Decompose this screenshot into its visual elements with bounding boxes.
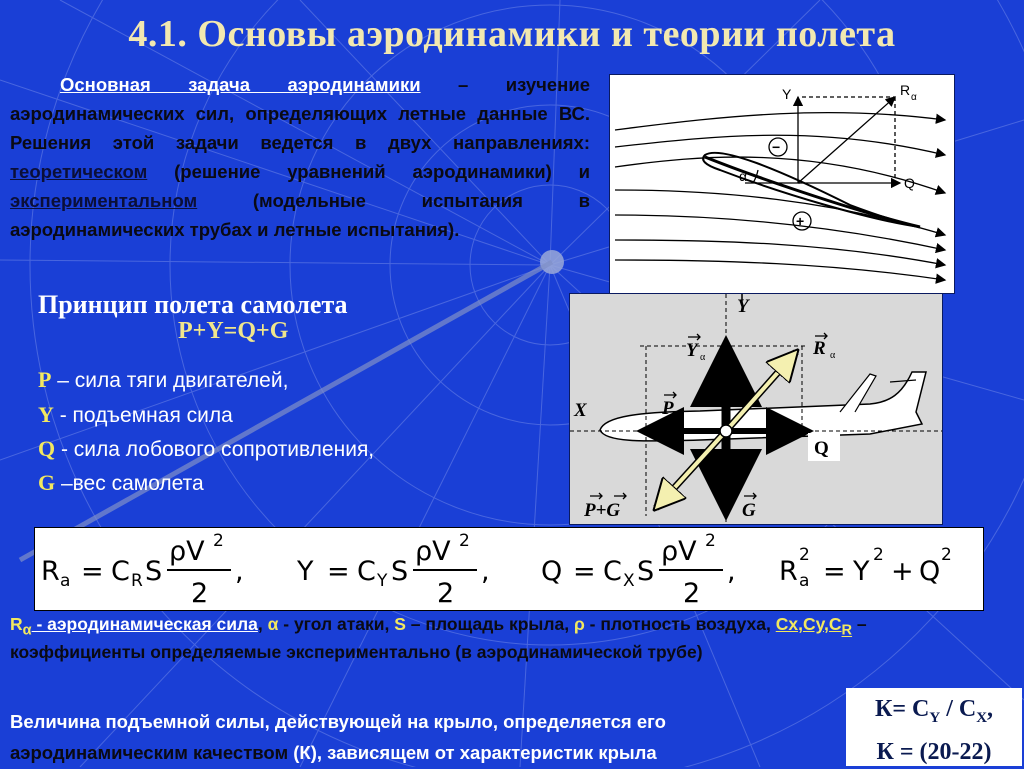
y-num: ρV xyxy=(415,536,451,567)
note-comma: , xyxy=(257,614,268,634)
plane-label-q: Q xyxy=(814,438,829,459)
intro-term-theory: теоретическом xyxy=(10,161,148,182)
y-equals: = xyxy=(327,556,350,587)
plane-label-y: Y xyxy=(737,296,749,317)
definition-symbol: P xyxy=(38,367,52,392)
bottom-line-1: Величина подъемной силы, действующей на крыло, определяется его xyxy=(10,711,666,732)
q-equals: = xyxy=(573,556,596,587)
definition-y xyxy=(38,402,233,428)
q-coef: C xyxy=(603,556,622,587)
flow-label-r: R xyxy=(900,82,911,98)
airplane-forces-figure xyxy=(569,293,943,525)
sum-equals: = xyxy=(823,556,846,587)
flow-label-q: Q xyxy=(904,175,915,191)
note-r-sub: α xyxy=(22,622,32,639)
bottom-term: аэродинамическим качеством xyxy=(10,742,289,763)
principle-title: Принцип полета самолета xyxy=(38,290,348,319)
y-den: 2 xyxy=(437,578,455,609)
q-coef-sub: X xyxy=(623,571,635,591)
svg-text:R xyxy=(41,556,60,587)
ra-tail: , xyxy=(235,556,244,587)
k-part-c: , xyxy=(987,696,994,722)
plane-label-ya-sub: α xyxy=(700,352,706,363)
intro-term-experiment: экспериментальном xyxy=(10,190,198,211)
ra-num: ρV xyxy=(169,536,205,567)
ra-equals: = xyxy=(81,556,104,587)
definition-symbol: G xyxy=(38,470,56,495)
definition-g xyxy=(38,470,204,496)
note-s-symbol: S xyxy=(394,614,406,634)
definition-symbol: Q xyxy=(38,436,56,461)
definition-symbol: Y xyxy=(38,402,54,427)
ra-lhs-sub: a xyxy=(60,571,71,591)
ra-coef: C xyxy=(111,556,130,587)
q-s: S xyxy=(637,556,655,587)
ra-coef-sub: R xyxy=(131,571,143,591)
slide-title: 4.1. Основы аэродинамики и теории полета xyxy=(128,13,896,55)
note-alpha-symbol: α xyxy=(267,614,279,634)
definition-text: - сила лобового сопротивления, xyxy=(55,438,375,461)
flow-label-r-sub: α xyxy=(911,92,917,103)
y-num-sup: 2 xyxy=(459,531,470,551)
y-coef-sub: Y xyxy=(377,571,388,591)
ra-num-sup: 2 xyxy=(213,531,224,551)
definition-q xyxy=(38,436,374,462)
airfoil-flow-figure xyxy=(609,74,955,294)
formula-equations xyxy=(35,528,983,610)
intro-text-3: (модельные испытания в аэродинамических трубах и летные испытания). xyxy=(10,190,590,240)
note-coef-list: Cx,Cy,C xyxy=(775,614,842,634)
intro-paragraph xyxy=(10,70,590,244)
q-num: ρV xyxy=(661,536,697,567)
intro-dash: – xyxy=(420,74,506,95)
definition-text: – сила тяги двигателей, xyxy=(51,369,289,392)
plane-label-ya: Y xyxy=(686,340,698,361)
y-lhs: Y xyxy=(297,556,314,587)
definition-p xyxy=(38,367,288,393)
k-formula xyxy=(846,692,1022,735)
y-tail: , xyxy=(481,556,490,587)
airplane-forces-diagram xyxy=(570,294,942,524)
y-s: S xyxy=(391,556,409,587)
q-tail: , xyxy=(727,556,736,587)
principle-formula: P+Y=Q+G xyxy=(178,318,289,344)
k-sub-y: Y xyxy=(929,709,941,726)
bottom-line-2: (К), зависящем от характеристик крыла xyxy=(288,742,657,763)
flow-label-alpha: α xyxy=(739,168,748,184)
ra-den: 2 xyxy=(191,578,209,609)
flow-label-plus: + xyxy=(796,213,805,229)
intro-text-1: изучение аэродинамических сил, определяющих летные данные ВС. Решения этой задачи ведется в двух направлениях: xyxy=(10,74,590,153)
sum-rhs: Y xyxy=(853,556,870,587)
note-alpha-text: - угол атаки, xyxy=(278,614,395,634)
sum-lhs: R xyxy=(779,556,798,587)
note-r-symbol: R xyxy=(10,614,23,634)
q-lhs: Q xyxy=(541,556,563,587)
sum-rhs-sup: 2 xyxy=(873,545,884,565)
sum-lhs-sub: a xyxy=(799,571,810,591)
k-part-a: К= C xyxy=(874,696,930,722)
note-rho-symbol: ρ xyxy=(573,614,585,634)
q-num-sup: 2 xyxy=(705,531,716,551)
plane-label-p: P xyxy=(662,398,674,419)
y-coef: C xyxy=(357,556,376,587)
note-coef-sub: R xyxy=(841,622,853,639)
k-part-b: / C xyxy=(940,696,977,722)
formula-box xyxy=(34,527,984,611)
definition-text: –вес самолета xyxy=(55,472,204,495)
k-value: К = (20-22) xyxy=(876,738,992,765)
ra-lhs: R xyxy=(41,556,60,587)
sum-plus: + xyxy=(891,556,914,587)
note-r-text: - аэродинамическая сила xyxy=(31,614,258,634)
sum-lhs-sup: 2 xyxy=(799,545,810,565)
note-s-text: – площадь крыла, xyxy=(405,614,574,634)
intro-lead-term: Основная задача аэродинамики xyxy=(60,74,421,95)
plane-label-pg: P+G xyxy=(584,500,621,521)
k-quality-box xyxy=(846,688,1022,766)
note-rho-text: - плотность воздуха, xyxy=(584,614,776,634)
bottom-paragraph xyxy=(10,706,850,768)
note-rest: – коэффициенты определяемые экспериментально (в аэродинамической трубе) xyxy=(10,614,867,662)
plane-label-x: X xyxy=(574,400,587,421)
k-sub-x: X xyxy=(976,709,988,726)
ra-s: S xyxy=(145,556,163,587)
notes-paragraph xyxy=(10,614,970,663)
sum-rhs2: Q xyxy=(919,556,941,587)
intro-text-2: (решение уравнений аэродинамики) и xyxy=(147,161,590,182)
flow-label-minus: − xyxy=(772,139,781,155)
airfoil-flow-diagram xyxy=(610,75,954,293)
definition-text: - подъемная сила xyxy=(53,404,233,427)
plane-label-g: G xyxy=(742,500,756,521)
flow-label-y: Y xyxy=(782,86,792,102)
plane-label-ra-sub: α xyxy=(830,350,836,361)
sum-rhs2-sup: 2 xyxy=(941,545,952,565)
q-den: 2 xyxy=(683,578,701,609)
plane-label-ra: R xyxy=(813,338,826,359)
